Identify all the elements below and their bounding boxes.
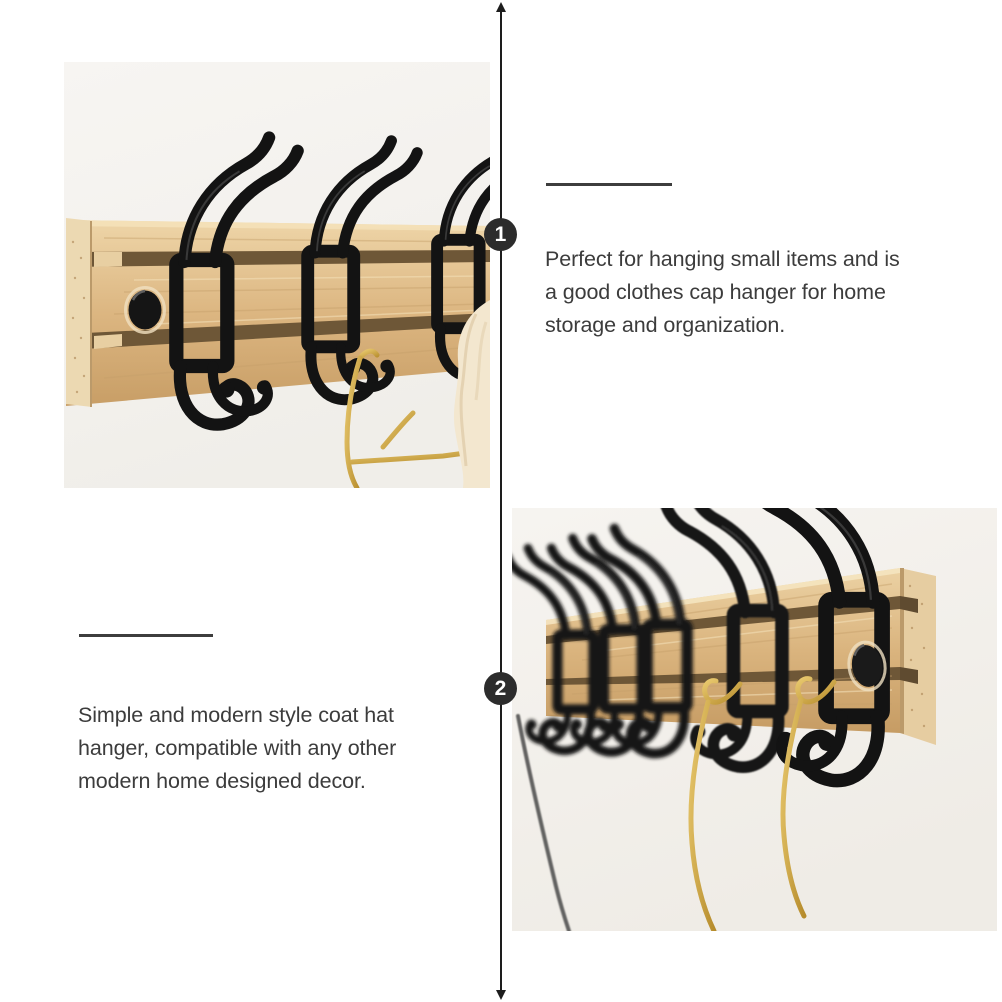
feature-text-2	[78, 699, 478, 798]
step-number-1: 1	[494, 223, 507, 246]
feature-2-line-1: Simple and modern style coat hat	[78, 703, 394, 727]
mounting-knob	[126, 288, 165, 333]
feature-rule-1	[546, 183, 672, 186]
rail-end-face	[900, 568, 936, 745]
divider-line	[500, 7, 502, 993]
step-badge-1	[484, 218, 517, 251]
coat-rack-photo-illustration	[512, 508, 997, 931]
feature-1-line-1: Perfect for hanging small items and is	[545, 247, 900, 271]
feature-2-line-2: hanger, compatible with any other	[78, 736, 397, 760]
feature-1-line-3: storage and organization.	[545, 313, 786, 337]
arrow-up-icon	[496, 2, 506, 12]
product-photo-bottom	[512, 508, 997, 931]
step-number-2: 2	[494, 677, 507, 700]
feature-text-1	[545, 243, 945, 342]
arrow-down-icon	[496, 990, 506, 1000]
step-badge-2	[484, 672, 517, 705]
feature-rule-2	[79, 634, 213, 637]
feature-1-line-2: a good clothes cap hanger for home	[545, 280, 886, 304]
rail-end-face	[66, 218, 92, 407]
feature-2-line-3: modern home designed decor.	[78, 769, 366, 793]
product-photo-top	[64, 62, 490, 488]
coat-rack-photo-illustration	[64, 62, 490, 488]
